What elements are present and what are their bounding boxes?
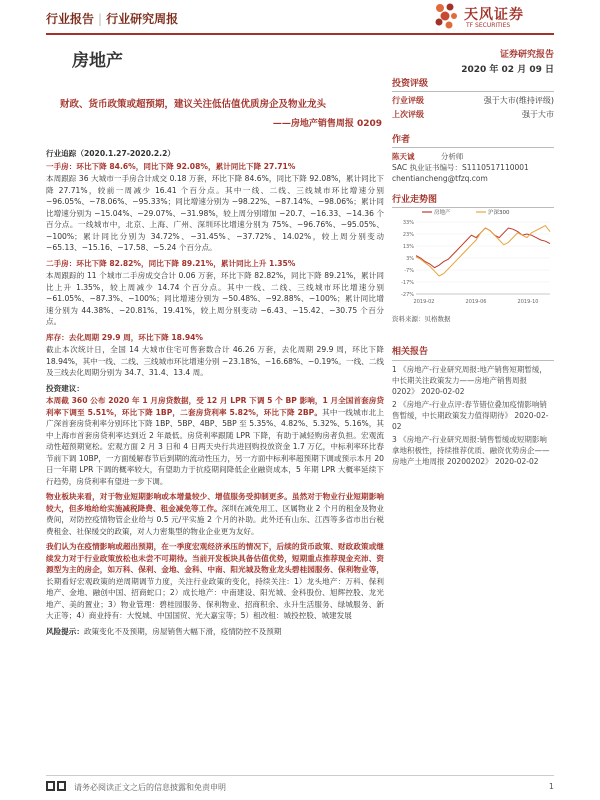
legend-label: 沪深300 — [488, 210, 510, 216]
inventory-text: 截止本次统计日，全国 14 大城市住宅可售套数合计 46.26 万套，去化周期 29.9 周，环比下降 18.94%，其中一线、二线、三线城市环比增速分别 −23.18%、−16.68%、−0.19%。一线、二线及三线去化周期分别为 34.7、31.4、13.4 周。 — [46, 345, 384, 377]
logo-cn-text: 天风证券 — [464, 7, 524, 23]
page-title: 房地产 — [72, 51, 123, 71]
industry-rating-label: 行业评级 — [392, 96, 424, 105]
rating-heading: 投资评级 — [392, 76, 554, 92]
property-red-text: 物业板块来看，对于物业短期影响或本增量较少、增值服务受抑制更多。虽然对于物业行业短期影响较大，但多地给给实施减税降费、租金减免等工作。 — [46, 492, 384, 513]
related-reports — [392, 347, 554, 467]
footer-rule — [46, 775, 554, 776]
inventory-title: 库存：去化周期 29.9 周，环比下降 18.94% — [46, 332, 204, 342]
breadcrumb-industry-report: 行业报告 — [46, 12, 95, 26]
y-tick-label: -17% — [401, 280, 414, 286]
page-number: 1 — [548, 782, 554, 791]
prev-rating-row — [392, 109, 554, 120]
y-tick-label: -7% — [404, 268, 414, 274]
resale-text: 本周跟踪的 11 个城市二手房成交合计 0.06 万套，环比下降 82.82%，同比下降 89.21%，累计同比上升 1.35%，较上周减少 14.74 个百分点。其中一线、二线、三线城市环比增速分别 −61.05%、−87.3%、−100%；同比增速分别为 −50.48%、−92.88%、−100%；累计同比增速分别为 44.38%、−20.81%、19.41%，较上周分别变动 −6.43、−15.42、−30.75 个百分点。 — [46, 271, 384, 326]
industry-rating-row — [392, 95, 554, 106]
footer-disclaimer: 请务必阅读正文之后的信息披露和免责申明 — [74, 783, 226, 792]
new-home-text: 本周跟踪 36 大城市一手房合计成交 0.18 万套，环比下降 84.6%，同比下降 92.08%，累计同比下降 27.71%，较前一周减少 16.41 个百分点。其中一线、二线、三线城市环比增速分别 −96.05%、−78.06%、−95.33%；同比增速分别为 −98.22%、−87.14%、−98.06%；累计同比增速分别为 −15.04%、−29.07%、−31.98%，较上周分别增加 −20.7、−16.33、−14.36 个百分点。一线城市中，北京、上海、广州、深圳环比增速分别为 75%、−96.76%、−95.05%、−100%；累计同比分别为 34.72%、−31.45%、−37.72%、14.02%，较上周分别变动 −65.13、−15.16、−17.58、−5.24 个百分点。 — [46, 174, 384, 252]
new-home-title: 一手房：环比下降 84.6%，同比下降 92.08%，累计同比下降 27.71% — [46, 161, 296, 171]
risk-text: 政策变化不及预期，房屋销售大幅下滑，疫情防控不及预期 — [83, 626, 282, 636]
prev-rating-label: 上次评级 — [392, 110, 424, 119]
y-tick-label: 33% — [402, 220, 414, 226]
header-rule — [46, 33, 554, 35]
breadcrumb-weekly: 行业研究周报 — [106, 12, 179, 26]
report-body — [46, 148, 384, 641]
author-name-row — [392, 151, 554, 162]
advice-title: 投资建议： — [46, 383, 84, 393]
related-item[interactable]: 1 《房地产-行业研究周报:地产销售短期暂缓，中长期关注政策发力——房地产销售周报 0202》 2020-02-02 — [392, 365, 547, 396]
advice-text: 其中一线城市北上广深首套房贷利率分别环比下降 1BP、5BP、4BP、5BP 至 5.35%、4.82%、5.32%、5.16%，其中上海市首套房贷利率达到近 2 年最低。房贷利率跟随 LPR 下降，有助于减轻购房者负担。宏观流动性超预期宽松。宏观方面 2 月 3 日和 4 日两天央行共进回购投放资金 1.7 万亿，中标利率环比春节前下调 10BP，一方面缓解春节后到期的流动性压力，另一方面中标利率超预期下调或预示本月 20 日一年期 LPR 下调的概率较大，有望助力于抗疫期间降低企业融资成本，5 年期 LPR 大概率延续下行趋势，房贷利率有望进一步下调。 — [46, 407, 384, 486]
qr-code-icon — [46, 781, 66, 791]
outlook-red-text: 我们认为在疫情影响或超出预期，在一季度宏观经济承压的情况下，后续的货币政策、财政政策或继续发力对于行业政策放松也未尝不可期待。当前开发板块具备估值优势，短期重点推荐现金充沛、资源型为主的房企，如万科、保利、金地、金科、中南、阳光城及物业龙头碧桂园服务、保利物业等， — [46, 542, 384, 574]
related-heading: 相关报告 — [392, 347, 554, 361]
y-tick-label: -27% — [401, 292, 414, 298]
prev-rating-value: 强于大市 — [522, 110, 554, 119]
author-role: 分析师 — [440, 152, 464, 161]
author-email[interactable]: chentiancheng@tfzq.com — [392, 174, 488, 183]
report-date: 2020 年 02 月 09 日 — [461, 65, 554, 75]
y-tick-label: 3% — [406, 256, 414, 262]
rating-section — [392, 76, 554, 120]
industry-rating-value: 强于大市(维持评级) — [483, 96, 554, 105]
outlook-text: 长期看好宏观政策的逆周期调节力度，关注行业政策的变化，持续关注：1）龙头地产：万科、保利地产、金地、融创中国、招商蛇口；2）成长地产：中南建设、阳光城、金科股份、旭辉控股、龙光地产、美的置业；3）物业管理：碧桂园服务、保利物业、招商积余、永升生活服务、绿城服务、新大正等；4）商业持有：大悦城、中国国贸、光大嘉宝等；5）租改租：城投控股、城建发展 — [46, 576, 384, 620]
author-section — [392, 132, 554, 184]
chart-source: 资料来源：贝格数据 — [392, 315, 451, 323]
series-line-1 — [416, 226, 550, 276]
related-item[interactable]: 2 《房地产-行业点评:春节错位叠加疫情影响销售暂缓，中长期政策发力值得期待》 2020-02-02 — [392, 400, 549, 431]
y-tick-label: 13% — [402, 244, 414, 250]
author-heading: 作者 — [392, 132, 554, 148]
related-item[interactable]: 3 《房地产-行业研究周报:销售暂缓或短期影响拿地积极性，持续推荐优质、融资优势房企——房地产土地周报 20200202》 2020-02-02 — [392, 435, 550, 466]
y-tick-label: 23% — [402, 232, 414, 238]
property-text: 深圳在减免用工、区属物业 2 个月的租金及物业费间，对防控疫情物管企业给与 0.5 元/平实施 2 个月的补助。此外还有山东、江西等多省市出台税费租金、社保缓交的政策，对人力密集型的物业企业更为友好。 — [46, 503, 384, 536]
x-tick-label: 2019-02 — [413, 299, 435, 305]
x-tick-label: 2019-10 — [517, 299, 539, 305]
logo-en-text: TF SECURITIES — [466, 22, 511, 29]
breadcrumb-separator: | — [98, 12, 103, 26]
tf-securities-logo — [432, 2, 572, 32]
logo-mark-icon — [432, 2, 460, 30]
report-type: 证券研究报告 — [499, 50, 554, 60]
report-headline: 财政、货币政策或超预期，建议关注低估值优质房企及物业龙头 — [60, 99, 327, 110]
x-tick-label: 2019-06 — [465, 299, 487, 305]
resale-title: 二手房：环比下降 82.82%，同比下降 89.21%，累计同比上升 1.35% — [46, 258, 296, 268]
author-name: 陈天诚 — [392, 152, 415, 161]
report-category — [46, 10, 178, 27]
report-subheadline: ——房地产销售周报 0209 — [272, 119, 382, 129]
risk-title: 风险提示： — [46, 626, 84, 636]
trend-heading: 行业走势图 — [392, 192, 554, 208]
legend-label: 房地产 — [434, 210, 451, 216]
advice-red-text: 本周截 360 公布 2020 年 1 月房贷数据，受 12 月 LPR 下调 5 个 BP 影响，1 月全国首套房贷利率下调至 5.51%，环比下降 1BP，二套房贷利率 5.82%，环比下降 2BP。 — [46, 396, 384, 417]
tracking-title: 行业追踪（2020.1.27-2020.2.2） — [46, 149, 175, 158]
author-sac: SAC 执业证书编号：S1110517110001 — [392, 163, 529, 172]
trend-chart — [392, 206, 554, 306]
